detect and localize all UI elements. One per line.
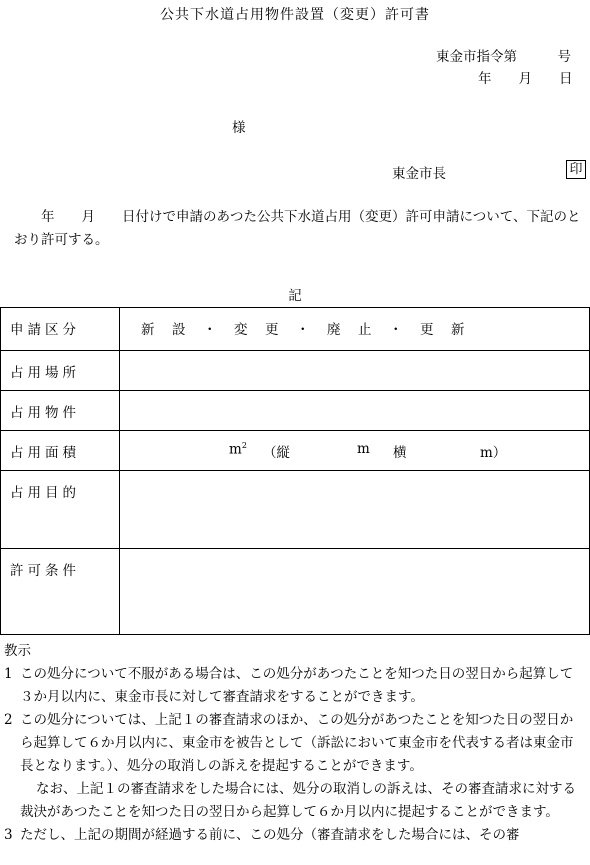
order-number: 東金市指令第 号 [436, 49, 571, 65]
permit-conditions-value [120, 549, 590, 635]
permit-table [0, 307, 590, 635]
note-item: 3 ただし、上記の期間が経過する前に、この処分（審査請求をした場合には、その審 [4, 827, 520, 843]
area-unit: $m^2$ [229, 441, 247, 458]
instruction-notes [4, 640, 586, 847]
table-row [1, 549, 590, 635]
row-label: 占用面積 [1, 431, 120, 471]
ki-heading: 記 [288, 288, 302, 304]
occupancy-location-value [120, 351, 590, 391]
issue-date: 年 月 日 [478, 71, 573, 87]
note-item: 2 この処分については、上記１の審査請求のほか、この処分があつたことを知つた日の翌日から起算して６か月以内に、東金市を被告として（訴訟において東金市を代表する者は東金市長となります。）、処分の取消しの訴えを提起することができます。 [4, 712, 574, 774]
table-row [1, 471, 590, 549]
seal-mark: 印 [566, 160, 586, 179]
row-label: 占用場所 [1, 351, 120, 391]
note-paragraph: なお、上記１の審査請求をした場合には、処分の取消しの訴えは、その審査請求に対する裁決があつたことを知つた日の翌日から起算して６か月以内に提起することができます。 [20, 781, 576, 820]
table-row [1, 431, 590, 471]
area-length-label: （縦 [263, 445, 290, 461]
area-length-unit: m [357, 441, 370, 457]
table-row [1, 391, 590, 431]
note-item: 1 この処分について不服がある場合は、この処分があつたことを知つた日の翌日から起算して３か月以内に、東金市長に対して審査請求をすることができます。 [4, 666, 574, 705]
row-label: 許可条件 [1, 549, 120, 635]
application-type-options: 新 設 ・ 変 更 ・ 廃 止 ・ 更 新 [120, 308, 590, 351]
intro-paragraph: 年 月 日付けで申請のあつた公共下水道占用（変更）許可申請について、下記のとおり許可する。 [14, 209, 581, 248]
row-label: 占用目的 [1, 471, 120, 549]
occupancy-object-value [120, 391, 590, 431]
table-row [1, 308, 590, 351]
area-width-unit: m） [480, 445, 507, 461]
row-label: 申請区分 [1, 308, 120, 351]
issuer-name: 東金市長 [392, 166, 446, 182]
occupancy-area-value [120, 431, 590, 471]
row-label: 占用物件 [1, 391, 120, 431]
table-row [1, 351, 590, 391]
occupancy-purpose-value [120, 471, 590, 549]
document-title: 公共下水道占用物件設置（変更）許可書 [160, 7, 430, 23]
area-width-label: 横 [393, 445, 407, 461]
notes-heading: 教示 [4, 643, 31, 659]
addressee-suffix: 様 [232, 120, 246, 136]
